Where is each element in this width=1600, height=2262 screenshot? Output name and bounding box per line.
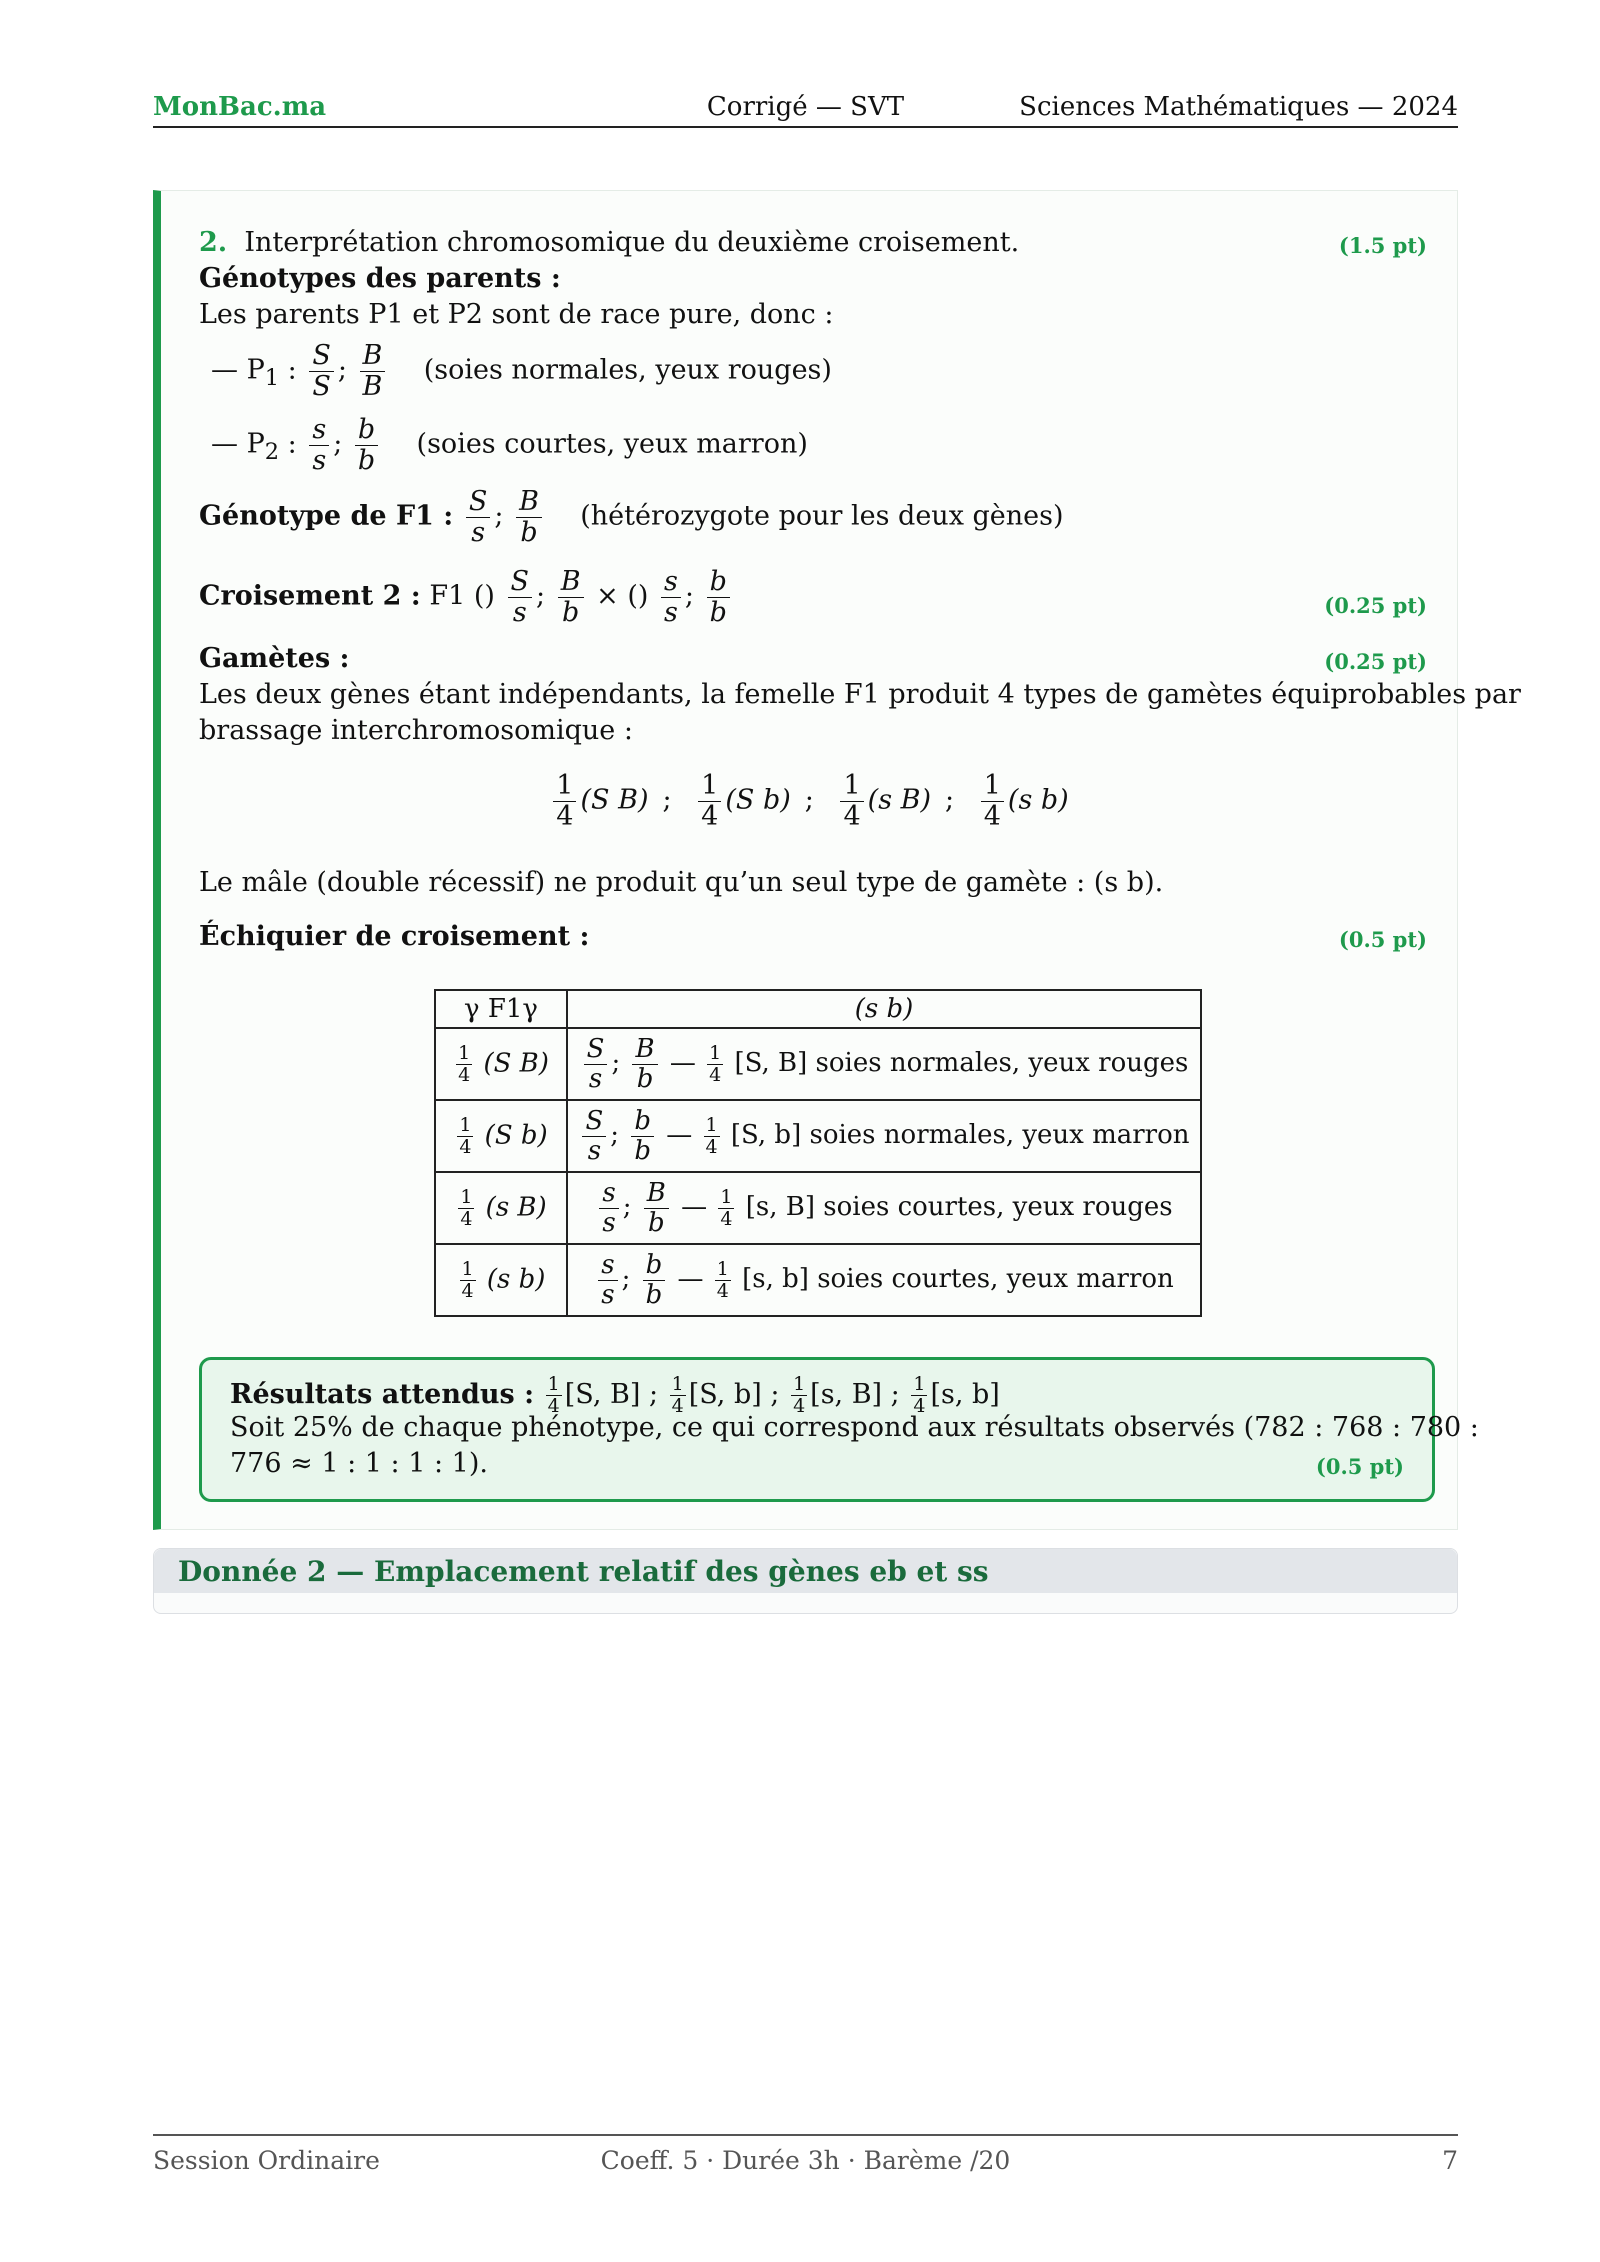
cross-times: × () bbox=[596, 580, 649, 612]
results-line-3: 776 ≈ 1 : 1 : 1 : 1). bbox=[230, 1448, 488, 1479]
brand-logo: MonBac.ma bbox=[153, 92, 327, 122]
page-number: 7 bbox=[1442, 2146, 1458, 2175]
echiquier-points: (0.5 pt) bbox=[1338, 927, 1427, 952]
table-header-row bbox=[435, 990, 1201, 1028]
row-gamete: $\frac{1}{4}$ (s B) bbox=[435, 1172, 567, 1244]
f1-heading: Génotype de F1 : bbox=[199, 500, 454, 532]
table-row bbox=[435, 1100, 1201, 1172]
gamete-4: $\frac{1}{4}$ (s b) bbox=[977, 771, 1069, 831]
f1-desc: (hétérozygote pour les deux gènes) bbox=[580, 500, 1064, 532]
table-row bbox=[435, 1244, 1201, 1316]
donnee-2-section bbox=[153, 1548, 1458, 1614]
donnee-title: Donnée 2 — Emplacement relatif des gènes eb et ss bbox=[178, 1555, 989, 1588]
row-gamete: $\frac{1}{4}$ (S b) bbox=[435, 1100, 567, 1172]
parent-p2: — $P_2$ : $\frac{s}{s}$ ; $\frac{b}{b}$ (soies courtes, yeux marron) bbox=[211, 414, 808, 476]
p2-colon: : bbox=[279, 428, 297, 460]
question-title bbox=[199, 227, 1019, 258]
p2-label: — P bbox=[211, 428, 265, 460]
p2-sub: 2 bbox=[264, 439, 280, 466]
row-gamete: $\frac{1}{4}$ (S B) bbox=[435, 1028, 567, 1100]
gametes-points: (0.25 pt) bbox=[1324, 649, 1427, 674]
gamete-2: $\frac{1}{4}$ (S b) bbox=[694, 771, 791, 831]
f1-frac-1: $\frac{S}{s}$ bbox=[466, 487, 491, 547]
p2-frac-2: $\frac{b}{b}$ bbox=[355, 415, 378, 475]
gametes-list: $\frac{1}{4}$ (S B) ; $\frac{1}{4}$ (S b) ; $\frac{1}{4}$ (s B) ; $\frac{1}{4}$ (s b) bbox=[161, 771, 1457, 831]
p1-frac-1: $\frac{S}{S}$ bbox=[309, 341, 334, 401]
p2-desc: (soies courtes, yeux marron) bbox=[416, 428, 808, 460]
row-result: $\frac{s}{s}$ ; $\frac{B}{b}$ — $\frac{1}{4}$ [s, B] soies courtes, yeux rouges bbox=[567, 1172, 1201, 1244]
table-row bbox=[435, 1172, 1201, 1244]
page-header bbox=[153, 88, 1458, 128]
question-points: (1.5 pt) bbox=[1338, 233, 1427, 258]
row-gamete: $\frac{1}{4}$ (s b) bbox=[435, 1244, 567, 1316]
male-text: Le mâle (double récessif) ne produit qu’un seul type de gamète : (s b). bbox=[199, 867, 1164, 898]
p1-label: — P bbox=[211, 354, 265, 386]
results-points: (0.5 pt) bbox=[1315, 1454, 1404, 1479]
question-number: 2. bbox=[199, 227, 228, 258]
cross-table bbox=[434, 989, 1202, 1317]
row-result: $\frac{s}{s}$ ; $\frac{b}{b}$ — $\frac{1}{4}$ [s, b] soies courtes, yeux marron bbox=[567, 1244, 1201, 1316]
gamete-3: $\frac{1}{4}$ (s B) bbox=[836, 771, 931, 831]
echiquier-heading: Échiquier de croisement : bbox=[199, 921, 590, 952]
footer-session: Session Ordinaire bbox=[153, 2146, 380, 2175]
genotypes-heading: Génotypes des parents : bbox=[199, 263, 561, 294]
cross-frac-2: $\frac{B}{b}$ bbox=[558, 567, 584, 627]
p1-sub: 1 bbox=[264, 365, 280, 392]
table-corner: γ F1γ bbox=[435, 990, 567, 1028]
p1-frac-2: $\frac{B}{B}$ bbox=[360, 341, 386, 401]
p1-colon: : bbox=[279, 354, 297, 386]
header-subject: Corrigé — SVT bbox=[706, 92, 905, 122]
question-text: Interprétation chromosomique du deuxième croisement. bbox=[244, 227, 1020, 258]
page-footer bbox=[153, 2134, 1458, 2176]
gametes-text-2: brassage interchromosomique : bbox=[199, 715, 633, 746]
p2-frac-1: $\frac{s}{s}$ bbox=[309, 415, 329, 475]
gametes-text-1: Les deux gènes étant indépendants, la femelle F1 produit 4 types de gamètes équiprobables par bbox=[199, 679, 1521, 710]
parent-p1: — $P_1$ : $\frac{S}{S}$ ; $\frac{B}{B}$ (soies normales, yeux rouges) bbox=[211, 340, 832, 402]
cross-line: Croisement 2 : F1 () $\frac{S}{s}$ ; $\frac{B}{b}$ × () $\frac{s}{s}$ ; $\frac{b}{b}$ bbox=[199, 567, 734, 627]
parents-intro: Les parents P1 et P2 sont de race pure, donc : bbox=[199, 299, 834, 330]
cross-f1: F1 () bbox=[429, 580, 495, 612]
gametes-heading: Gamètes : bbox=[199, 643, 350, 674]
gamete-1: $\frac{1}{4}$ (S B) bbox=[549, 771, 648, 831]
results-box bbox=[199, 1357, 1479, 1502]
results-line-1: Résultats attendus : $\frac{1}{4}$ [S, B] ; $\frac{1}{4}$ [S, b] ; $\frac{1}{4}$ [s, B] ; $\frac{1}{4}$ [s, b] bbox=[230, 1373, 1000, 1417]
row-result: $\frac{S}{s}$ ; $\frac{B}{b}$ — $\frac{1}{4}$ [S, B] soies normales, yeux rouges bbox=[567, 1028, 1201, 1100]
cross-frac-1: $\frac{S}{s}$ bbox=[508, 567, 533, 627]
p1-desc: (soies normales, yeux rouges) bbox=[423, 354, 832, 386]
cross-points: (0.25 pt) bbox=[1324, 593, 1427, 618]
cross-heading: Croisement 2 : bbox=[199, 580, 421, 612]
table-col-header: (s b) bbox=[567, 990, 1201, 1028]
header-track: Sciences Mathématiques — 2024 bbox=[1019, 92, 1458, 122]
f1-frac-2: $\frac{B}{b}$ bbox=[516, 487, 542, 547]
row-result: $\frac{S}{s}$ ; $\frac{b}{b}$ — $\frac{1}{4}$ [S, b] soies normales, yeux marron bbox=[567, 1100, 1201, 1172]
cross-frac-3: $\frac{s}{s}$ bbox=[661, 567, 681, 627]
results-heading: Résultats attendus : bbox=[230, 1378, 535, 1410]
footer-info: Coeff. 5 · Durée 3h · Barème /20 bbox=[600, 2146, 1011, 2175]
cross-frac-4: $\frac{b}{b}$ bbox=[707, 567, 730, 627]
table-row bbox=[435, 1028, 1201, 1100]
f1-genotype: Génotype de F1 : $\frac{S}{s}$ ; $\frac{B}{b}$ (hétérozygote pour les deux gènes) bbox=[199, 486, 1064, 548]
results-line-2: Soit 25% de chaque phénotype, ce qui correspond aux résultats observés (782 : 768 : 780 : bbox=[230, 1412, 1479, 1443]
answer-box bbox=[153, 190, 1521, 1530]
